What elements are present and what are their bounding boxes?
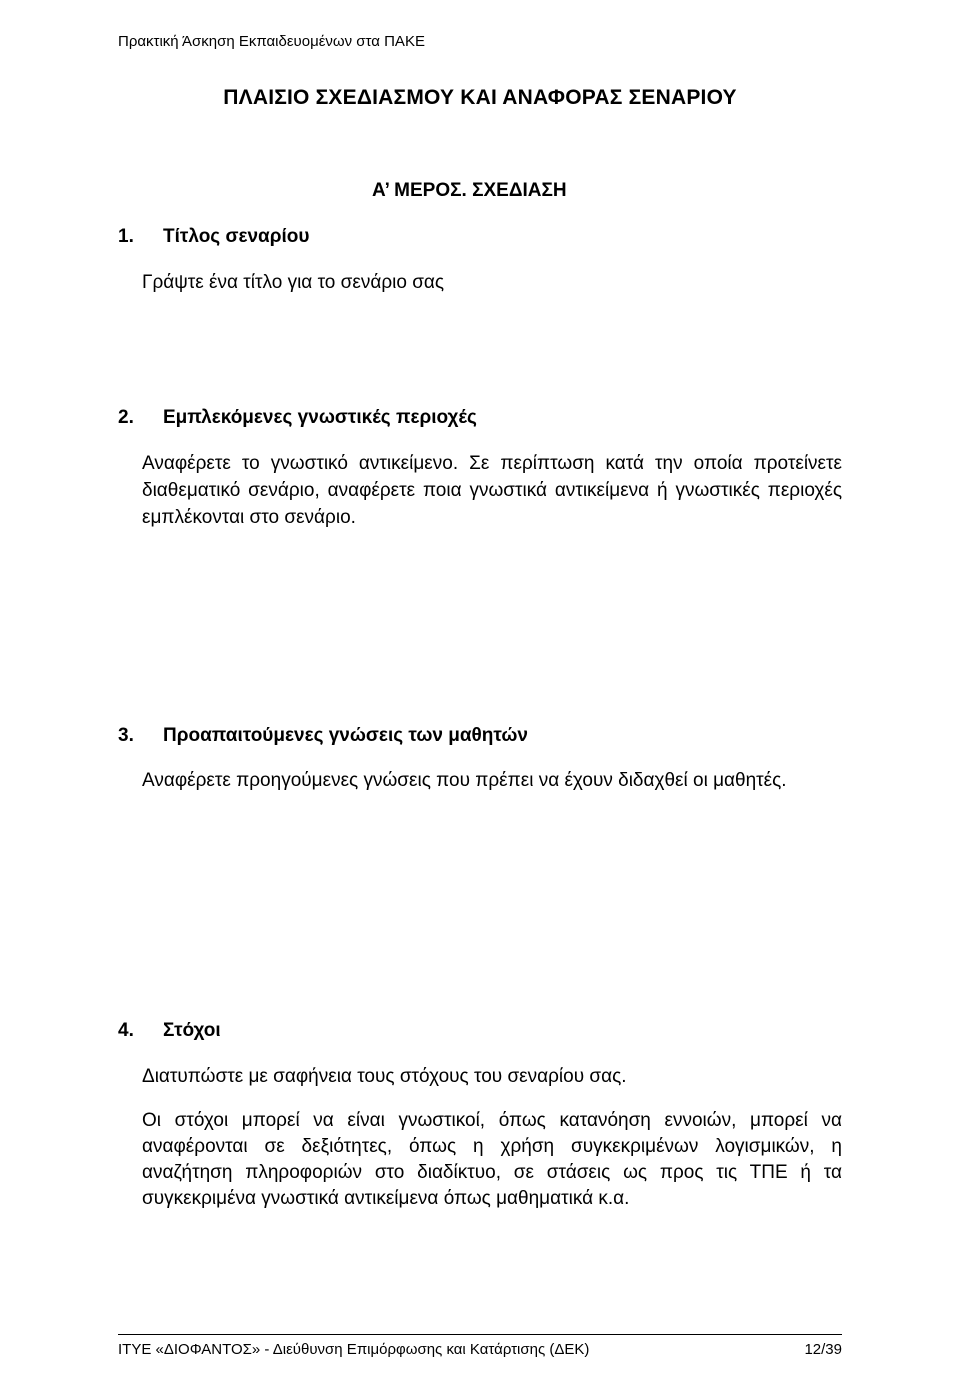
document-title: ΠΛΑΙΣΙΟ ΣΧΕΔΙΑΣΜΟΥ ΚΑΙ ΑΝΑΦΟΡΑΣ ΣΕΝΑΡΙΟΥ bbox=[223, 86, 737, 109]
section-1-heading bbox=[118, 226, 309, 248]
section-3-heading bbox=[118, 725, 528, 747]
section-2-paragraph: Αναφέρετε το γνωστικό αντικείμενο. Σε περίπτωση κατά την οποία προτείνετε διαθεματικό σενάριο, αναφέρετε ποια γνωστικά αντικείμενα ή γνωστικές περιοχές εμπλέκονται στο σενάριο. bbox=[142, 453, 842, 528]
page-header: Πρακτική Άσκηση Εκπαιδευομένων στα ΠΑΚΕ bbox=[118, 33, 425, 50]
section-title: Προαπαιτούμενες γνώσεις των μαθητών bbox=[163, 725, 528, 746]
section-4-heading bbox=[118, 1020, 221, 1042]
section-title: Τίτλος σεναρίου bbox=[163, 226, 310, 247]
section-number: 4. bbox=[118, 1020, 134, 1041]
section-title: Εμπλεκόμενες γνωστικές περιοχές bbox=[163, 407, 477, 428]
footer-organization: ΙΤΥΕ «ΔΙΟΦΑΝΤΟΣ» - Διεύθυνση Επιμόρφωσης και Κατάρτισης (ΔΕΚ) bbox=[118, 1341, 590, 1358]
section-4-paragraph-1: Διατυπώστε με σαφήνεια τους στόχους του σεναρίου σας. bbox=[142, 1066, 627, 1087]
part-title: Α’ ΜΕΡΟΣ. ΣΧΕΔΙΑΣΗ bbox=[372, 180, 567, 201]
section-number: 1. bbox=[118, 226, 134, 247]
footer-divider bbox=[118, 1334, 842, 1335]
section-title: Στόχοι bbox=[163, 1020, 221, 1041]
page-number: 12/39 bbox=[804, 1341, 842, 1358]
section-3-paragraph: Αναφέρετε προηγούμενες γνώσεις που πρέπει να έχουν διδαχθεί οι μαθητές. bbox=[142, 770, 787, 791]
section-4-paragraph-2: Οι στόχοι μπορεί να είναι γνωστικοί, όπως κατανόηση εννοιών, μπορεί να αναφέρονται σε δεξιότητες, όπως η χρήση συγκεκριμένων λογισμικών, η αναζήτηση πληροφοριών στο διαδίκτυο, σε στάσεις ως προς τις ΤΠΕ ή τα συγκεκριμένα γνωστικά αντικείμενα όπως μαθηματικά κ.α. bbox=[142, 1110, 842, 1209]
section-number: 3. bbox=[118, 725, 134, 746]
section-number: 2. bbox=[118, 407, 134, 428]
section-1-paragraph: Γράψτε ένα τίτλο για το σενάριο σας bbox=[142, 272, 445, 293]
section-2-heading bbox=[118, 407, 477, 429]
